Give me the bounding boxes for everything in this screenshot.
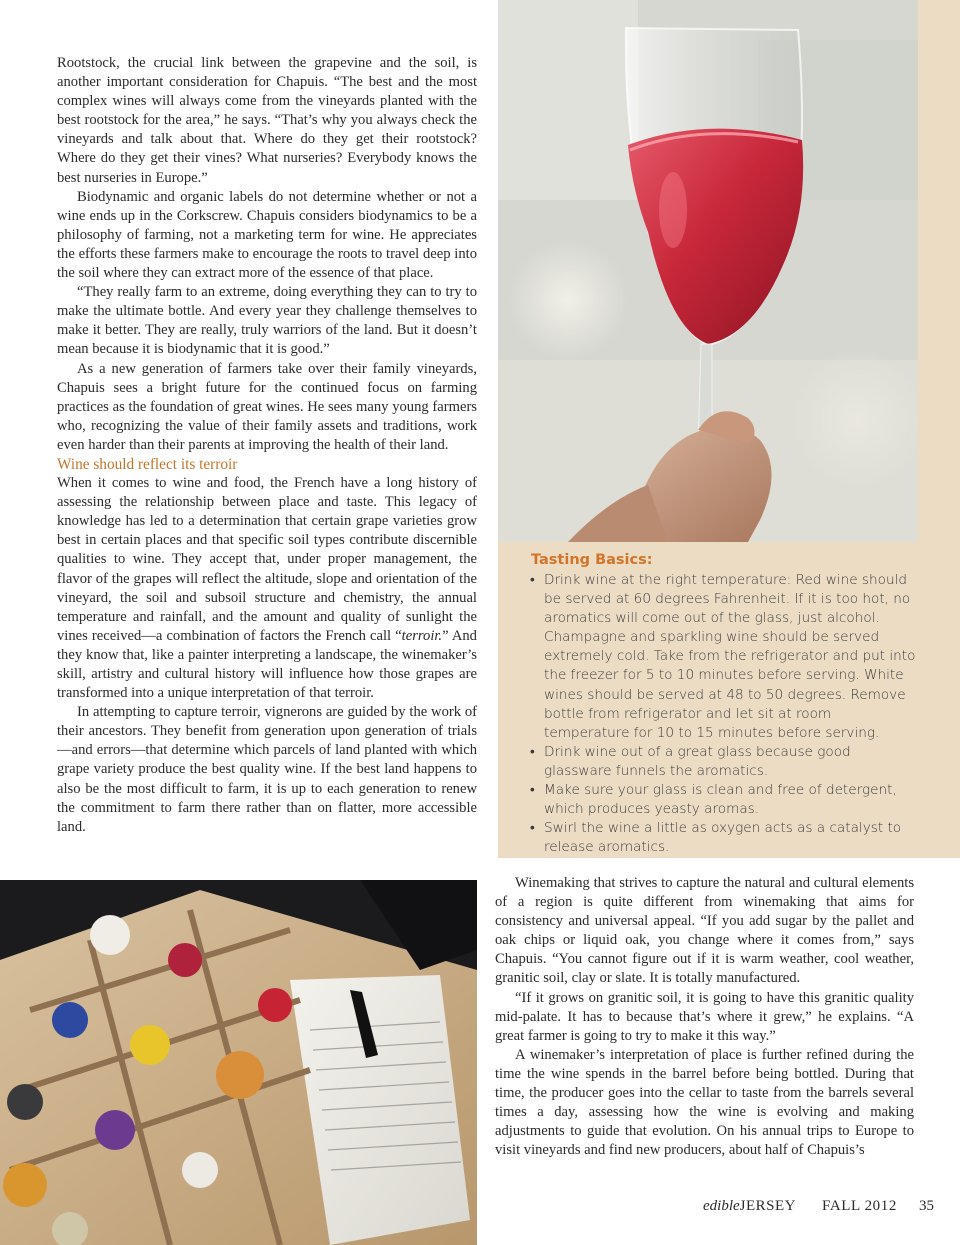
wine-glass-illustration (498, 0, 918, 542)
wine-box-illustration (0, 880, 477, 1245)
list-item: • Drink wine out of a great glass because good glassware funnels the aromatics. (528, 743, 918, 781)
article-column-right (495, 874, 914, 1160)
section-subhead: Wine should reflect its terroir (57, 455, 238, 473)
list-item: • Make sure your glass is clean and free of detergent, which produces yeasty aromas. (528, 781, 918, 819)
list-item: • Drink wine at the right temperature: Red wine should be served at 60 degrees Fahrenheit. If it is too hot, no aromatics will come out of the glass, just alcohol. Champagne and sparkling wine should be served extremely cold. Take from the refrigerator and put into the freezer for 5 to 10 minutes before serving. White wines should be served at 48 to 50 degrees. Remove bottle from refrigerator and let sit at room temperature for 10 to 15 minutes before serving. (528, 571, 918, 743)
paragraph-vignerons: In attempting to capture terroir, vignerons are guided by the work of their ancestors. They benefit from generation upon generation of trials—and errors—that determine which parcels of land planted with which grape variety produce the best quality wine. If the best land happens to also be the most difficult to farm, it is up to each generation to renew the commitment to farm there rather than on flatter, more accessible land. (57, 704, 477, 835)
paragraph-warriors-quote: “They really farm to an extreme, doing everything they can to try to make the ultimate bottle. And every year they challenge themselves to make it better. They are really, truly warriors of the land. But it doesn’t mean because it is biodynamic that it is good.” (57, 284, 477, 358)
article-column-left (57, 54, 477, 837)
paragraph-new-generation: As a new generation of farmers take over their family vineyards, Chapuis sees a bright future for the continued focus on farming practices as the foundation of great wines. He sees many young farmers who, recognizing the value of their family assets and traditions, work even harder than their parents at improving the health of their land. (57, 360, 477, 453)
paragraph-granitic-soil: “If it grows on granitic soil, it is going to have this granitic quality mid-palate. It has to because that’s where it grew,” he explains. “A great farmer is going to try to make it this way.” (495, 989, 914, 1044)
tasting-basics-sidebar (498, 542, 960, 858)
tasting-tips-list (528, 571, 918, 857)
paragraph-biodynamic: Biodynamic and organic labels do not determine whether or not a wine ends up in the Corkscrew. Chapuis considers biodynamics to be a philosophy of farming, not a marketing term for wine. He appreciates the efforts these farmers make to encourage the roots to travel deep into the soil where they can extract more of the essence of that place. (57, 188, 477, 282)
wine-box-photo (0, 880, 477, 1245)
paragraph-barrel: A winemaker’s interpretation of place is further refined during the time the wine spends in the barrel before being bottled. During that time, the producer goes into the cellar to taste from the barrels several times a day, assessing how the wine is evolving and making adjustments to guide that evolution. On his annual trips to Europe to visit vineyards and find new producers, about half of Chapuis’s (495, 1046, 914, 1159)
brand-jersey: JERSEY (739, 1198, 796, 1214)
terroir-italic-term: terroir. (401, 627, 443, 644)
terroir-text-before: When it comes to wine and food, the French have a long history of assessing the relationship between place and taste. This legacy of knowledge has led to a determination that certain grape varieties grow best in certain places and that specific soil types contribute discernible qualities to wine. They accept that, under proper management, the flavor of the grapes will reflect the altitude, slope and orientation of the vineyard, the soil and subsoil structure and chemistry, the annual temperature and rainfall, and the amount and quality of sunlight the vines received—a combination of factors the French call “ (57, 475, 477, 644)
issue-label: FALL 2012 (822, 1198, 897, 1214)
page-footer (703, 1198, 934, 1215)
paragraph-terroir (57, 474, 477, 703)
sidebar-title: Tasting Basics: (531, 552, 653, 568)
paragraph-rootstock: Rootstock, the crucial link between the grapevine and the soil, is another important consideration for Chapuis. “The best and the most complex wines will always come from the vineyards planted with the best rootstock for the area,” he says. “That’s why you always check the vineyards and talk about that. Where do they get their rootstock? Where do they get their vines? What nurseries? Everybody knows the best nurseries in Europe.” (57, 55, 477, 186)
page-number: 35 (918, 1198, 934, 1214)
wine-glass-photo (498, 0, 918, 542)
paragraph-winemaking: Winemaking that strives to capture the natural and cultural elements of a region is quite different from winemaking that aims for consistency and universal appeal. “If you add sugar by the pallet and oak chips or liquid oak, you change where it comes from,” says Chapuis. “You cannot figure out if it is warm weather, cool weather, granitic soil, clay or slate. It is totally manufactured. (495, 875, 914, 987)
brand-edible: edible (703, 1198, 740, 1214)
terroir-text-after: ” And they know that, like a painter interpreting a landscape, the winemaker’s skill, artistry and cultural history will influence how those grapes are transformed into a unique interpretation of that terroir. (57, 627, 477, 702)
list-item: • Swirl the wine a little as oxygen acts as a catalyst to release aromatics. (528, 819, 918, 857)
